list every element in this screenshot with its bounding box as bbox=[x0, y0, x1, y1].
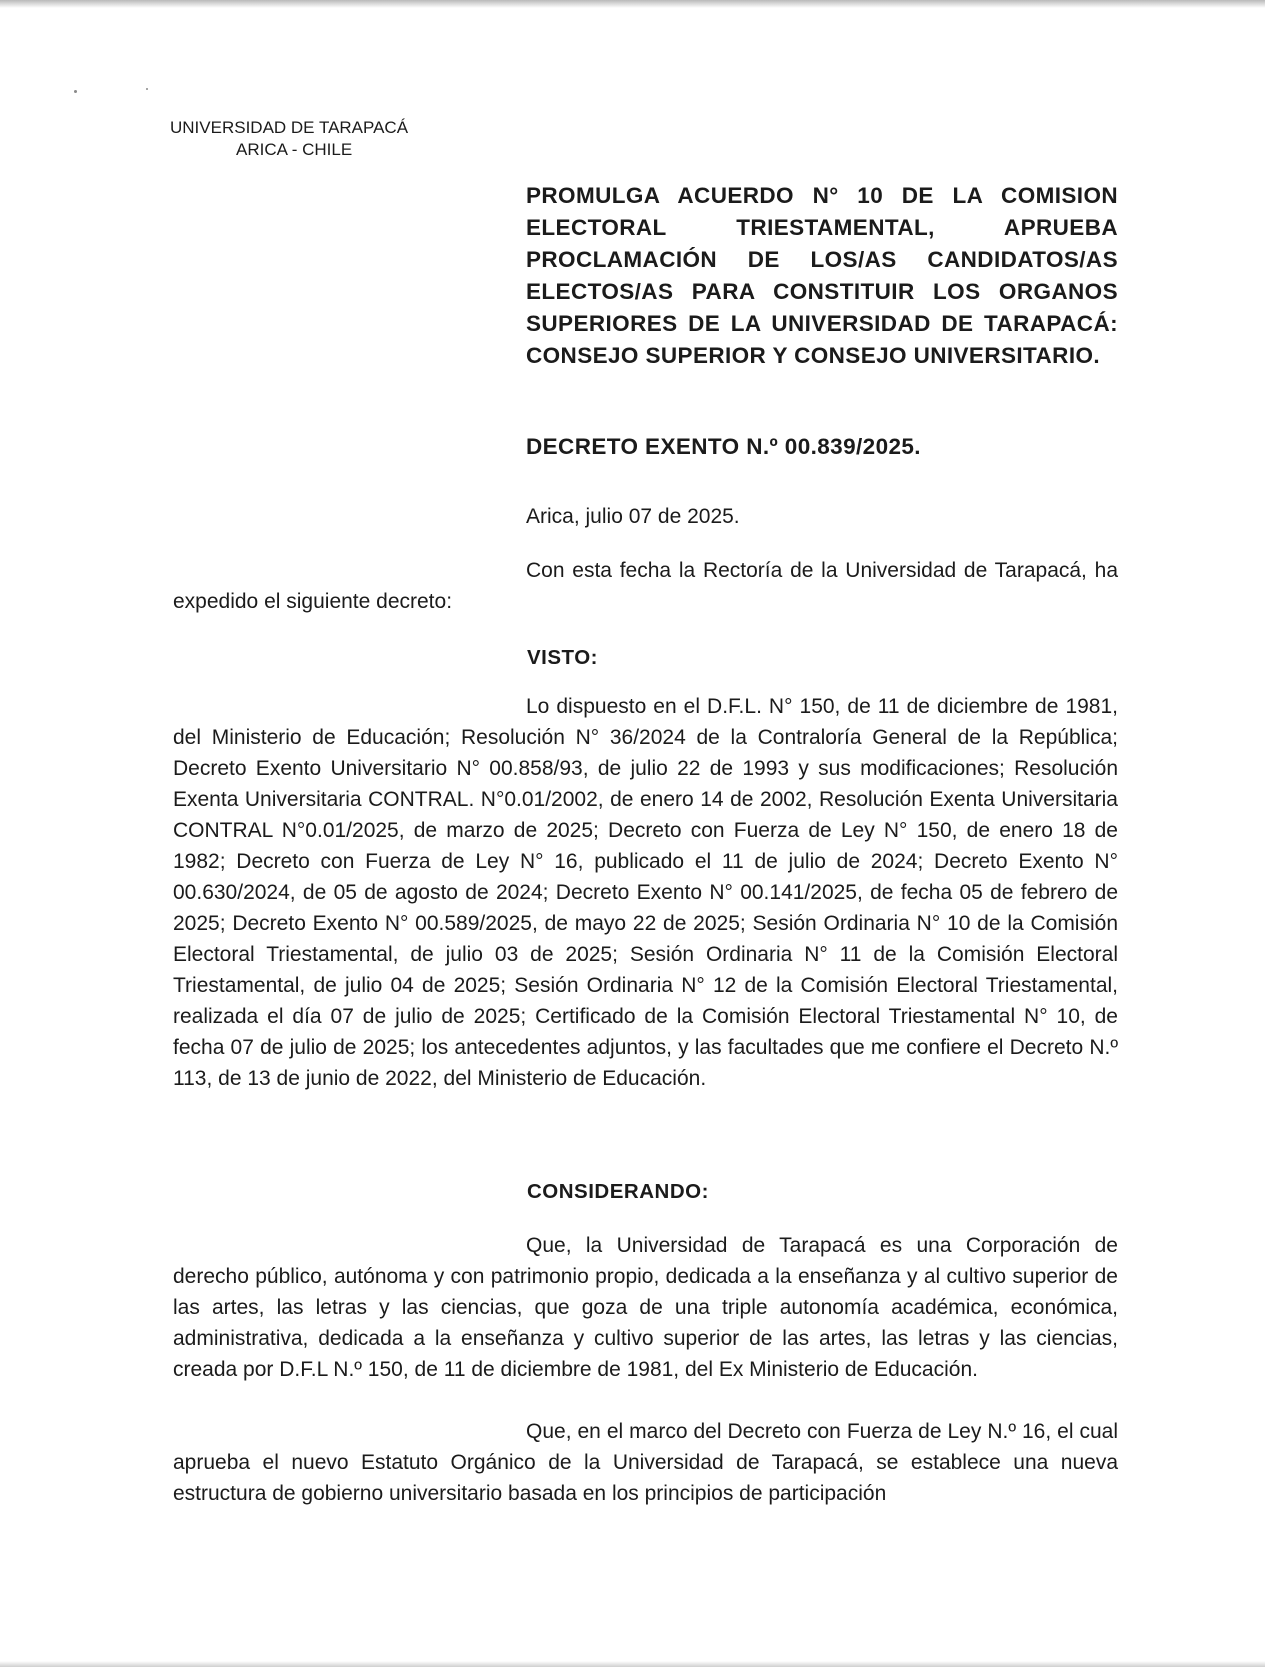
considerando-text: Que, la Universidad de Tarapacá es una Corporación de derecho público, autónoma y con patrimonio propio, dedicada a la enseñanza y al cultivo superior de las artes, las letras y las ciencias, que goza de una triple autonomía académica, económica, administrativa, dedicada a la enseñanza y cultivo superior de las artes, las letras y las ciencias, creada por D.F.L N.º 150, de 11 de diciembre de 1981, del Ex Ministerio de Educación. bbox=[173, 1234, 1118, 1381]
date-line: Arica, julio 07 de 2025. bbox=[526, 505, 740, 528]
decree-title: PROMULGA ACUERDO N° 10 DE LA COMISION ELECTORAL TRIESTAMENTAL, APRUEBA PROCLAMACIÓN DE LOS/AS CANDIDATOS/AS ELECTOS/AS PARA CONSTITUIR LOS ORGANOS SUPERIORES DE LA UNIVERSIDAD DE TARAPACÁ: CONSEJO SUPERIOR Y CONSEJO UNIVERSITARIO. bbox=[526, 183, 1118, 368]
document-header bbox=[170, 117, 408, 161]
scan-speck bbox=[146, 88, 148, 90]
institution-name: UNIVERSIDAD DE TARAPACÁ bbox=[170, 118, 409, 137]
scan-speck bbox=[74, 90, 77, 93]
considerando-paragraph bbox=[173, 1230, 1118, 1385]
decree-number: DECRETO EXENTO N.º 00.839/2025. bbox=[526, 434, 921, 459]
considerando-paragraph bbox=[173, 1416, 1118, 1509]
visto-text: Lo dispuesto en el D.F.L. N° 150, de 11 de diciembre de 1981, del Ministerio de Educación; Resolución N° 36/2024 de la Contraloría General de la República; Decreto Exento Universitario N° 00.858/93, de julio 22 de 1993 y sus modificaciones; Resolución Exenta Universitaria CONTRAL. N°0.01/2002, de enero 14 de 2002, Resolución Exenta Universitaria CONTRAL N°0.01/2025, de marzo de 2025; Decreto con Fuerza de Ley N° 150, de enero 18 de 1982; Decreto con Fuerza de Ley N° 16, publicado el 11 de julio de 2024; Decreto Exento N° 00.630/2024, de 05 de agosto de 2024; Decreto Exento N° 00.141/2025, de fecha 05 de febrero de 2025; Decreto Exento N° 00.589/2025, de mayo 22 de 2025; Sesión Ordinaria N° 10 de la Comisión Electoral Triestamental, de julio 03 de 2025; Sesión Ordinaria N° 11 de la Comisión Electoral Triestamental, de julio 04 de 2025; Sesión Ordinaria N° 12 de la Comisión Electoral Triestamental, realizada el día 07 de julio de 2025; Certificado de la Comisión Electoral Triestamental N° 10, de fecha 07 de julio de 2025; los antecedentes adjuntos, y las facultades que me confiere el Decreto N.º 113, de 13 de junio de 2022, del Ministerio de Educación. bbox=[173, 695, 1118, 1090]
scan-bottom-edge bbox=[0, 1661, 1265, 1667]
considerando-heading: CONSIDERANDO: bbox=[527, 1180, 709, 1203]
scan-top-edge bbox=[0, 0, 1265, 8]
institution-location: ARICA - CHILE bbox=[236, 140, 353, 159]
visto-heading: VISTO: bbox=[527, 646, 598, 669]
intro-paragraph bbox=[173, 555, 1118, 617]
visto-paragraph bbox=[173, 691, 1118, 1094]
considerando-text: Que, en el marco del Decreto con Fuerza de Ley N.º 16, el cual aprueba el nuevo Estatuto Orgánico de la Universidad de Tarapacá, se establece una nueva estructura de gobierno universitario basada en los principios de participación bbox=[173, 1420, 1118, 1505]
intro-text: Con esta fecha la Rectoría de la Universidad de Tarapacá, ha expedido el siguiente decreto: bbox=[173, 559, 1118, 613]
